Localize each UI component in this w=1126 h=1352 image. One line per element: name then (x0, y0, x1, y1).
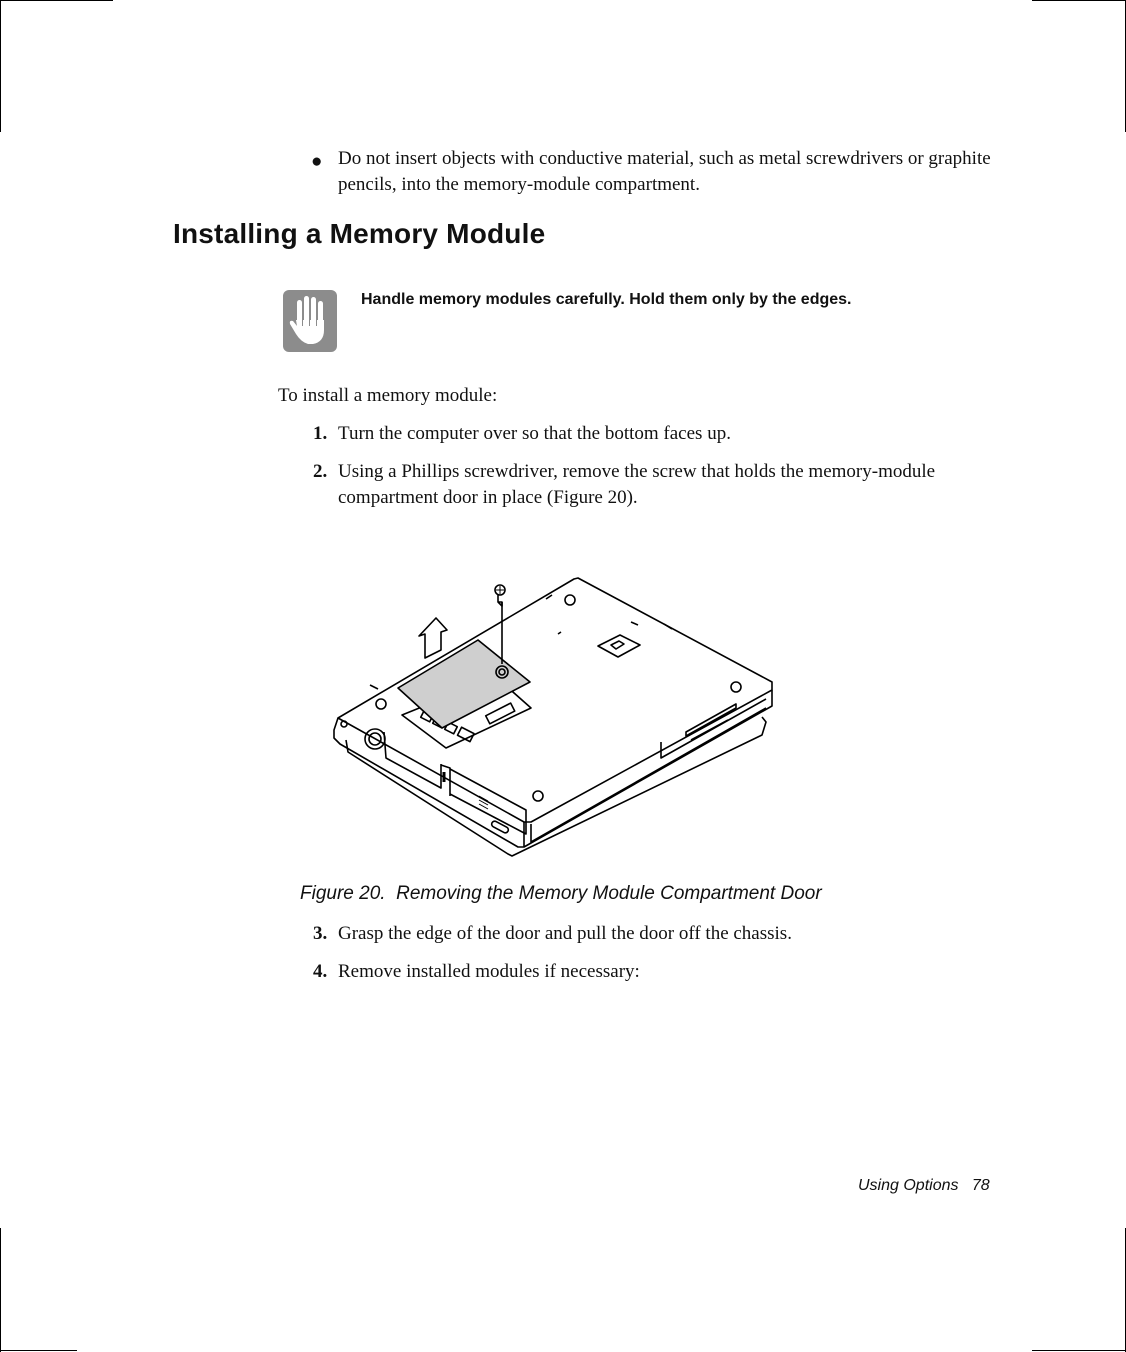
bullet-text: Do not insert objects with conductive material, such as metal screwdrivers or graphite pencils, into the memory-module compartment. (338, 148, 991, 195)
step-text: Using a Phillips screwdriver, remove the screw that holds the memory-module compartment door in place (Figure 20). (338, 461, 936, 508)
crop-mark (0, 0, 1, 132)
crop-mark (1032, 1350, 1126, 1351)
step-number: 4. (313, 961, 328, 982)
crop-mark (0, 0, 113, 1)
step-number: 1. (313, 423, 328, 444)
crop-mark (0, 1350, 77, 1351)
step-number: 3. (313, 923, 328, 944)
crop-mark (1032, 0, 1126, 1)
bullet-dot: ● (311, 151, 323, 172)
section-heading: Installing a Memory Module (173, 218, 546, 249)
step-text: Turn the computer over so that the bottom faces up. (338, 423, 731, 444)
crop-mark (0, 1228, 1, 1352)
step-text: Remove installed modules if necessary: (338, 961, 640, 982)
step-text: Grasp the edge of the door and pull the door off the chassis. (338, 923, 792, 944)
stop-hand-icon (283, 290, 337, 352)
intro-text: To install a memory module: (278, 385, 498, 406)
caution-text: Handle memory modules carefully. Hold them only by the edges. (361, 291, 852, 308)
page-number: 78 (971, 1177, 990, 1194)
step-number: 2. (313, 461, 328, 482)
laptop-illustration (326, 572, 781, 862)
page-footer (858, 1177, 990, 1195)
footer-section: Using Options (858, 1177, 959, 1194)
figure-caption: Figure 20. Removing the Memory Module Compartment Door (300, 883, 822, 904)
